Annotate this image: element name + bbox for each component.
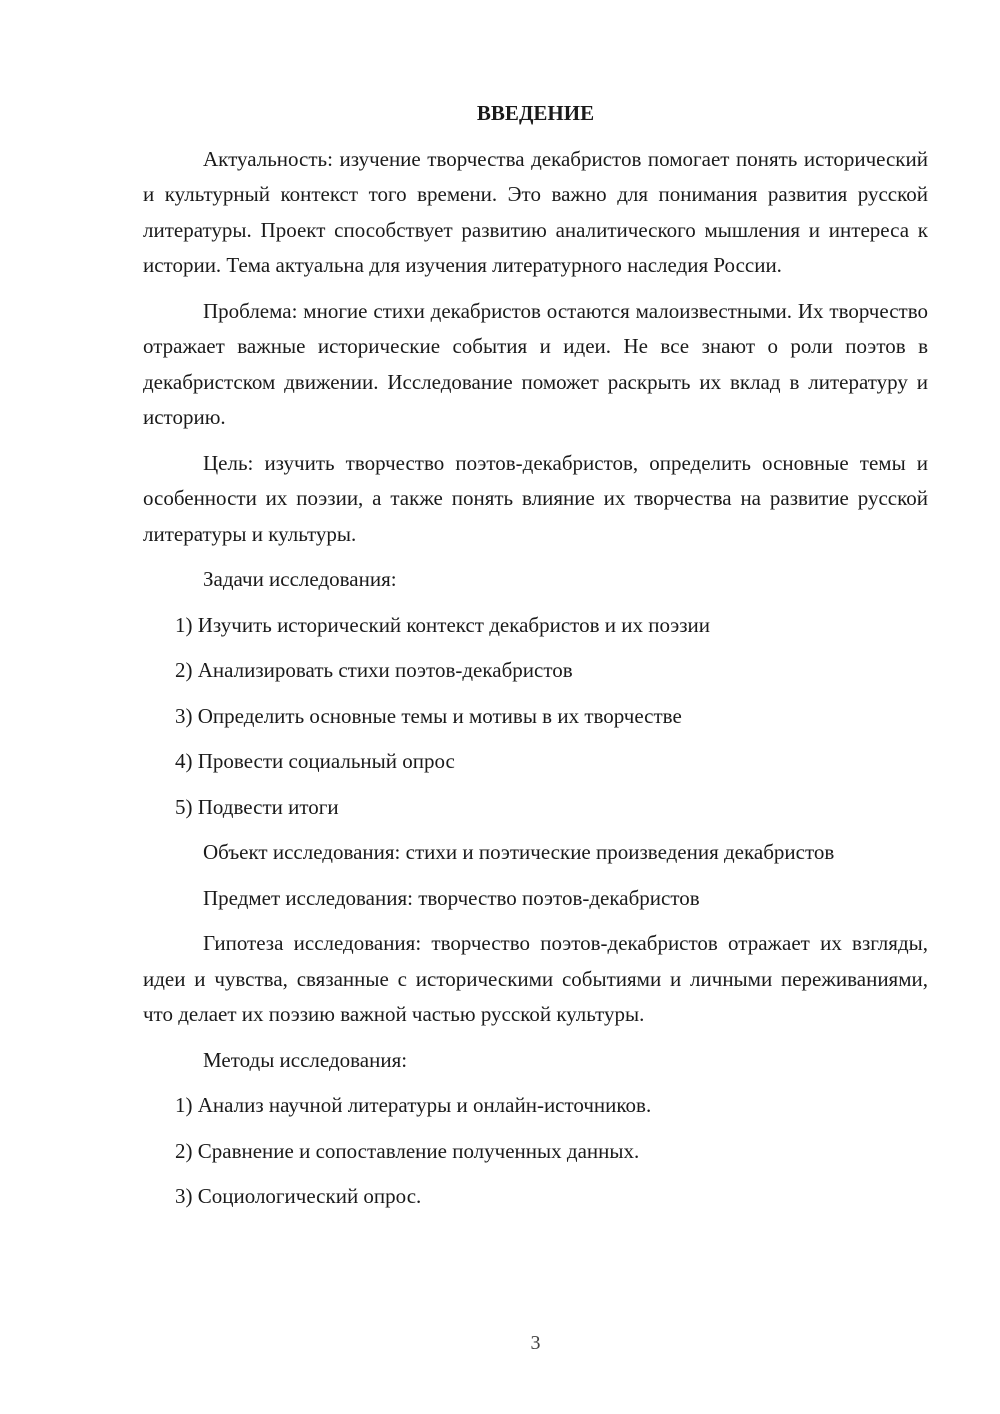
object-paragraph: Объект исследования: стихи и поэтические произведения декабристов <box>203 840 835 864</box>
subject-paragraph: Предмет исследования: творчество поэтов-декабристов <box>203 885 700 910</box>
section-title: ВВЕДЕНИЕ <box>476 101 595 125</box>
methods-list <box>143 1088 928 1215</box>
task-item: 5) Подвести итоги <box>175 794 339 819</box>
methods-heading: Методы исследования: <box>203 1047 408 1072</box>
document-page <box>143 96 928 1225</box>
page-number: 3 <box>530 1332 541 1354</box>
task-item: 2) Анализировать стихи поэтов-декабристов <box>175 658 573 682</box>
method-item: 2) Сравнение и сопоставление полученных данных. <box>175 1138 640 1163</box>
task-item: 3) Определить основные темы и мотивы в их творчестве <box>175 703 682 728</box>
goal-paragraph: Цель: изучить творчество поэтов-декабристов, определить основные темы и особенности их поэзии, а также понять влияние их творчества на развитие русской литературы и культуры. <box>143 450 928 546</box>
method-item: 3) Социологический опрос. <box>175 1184 422 1208</box>
tasks-list <box>143 608 928 826</box>
tasks-heading: Задачи исследования: <box>203 567 397 591</box>
method-item: 1) Анализ научной литературы и онлайн-источников. <box>175 1093 652 1117</box>
hypothesis-paragraph: Гипотеза исследования: творчество поэтов-декабристов отражает их взгляды, идеи и чувства, связанные с историческими событиями и личными переживаниями, что делает их поэзию важной частью русской культуры. <box>143 931 928 1026</box>
relevance-paragraph: Актуальность: изучение творчества декабристов помогает понять исторический и культурный контекст того времени. Это важно для понимания развития русской литературы. Проект способствует развитию аналитического мышления и интереса к истории. Тема актуальна для изучения литературного наследия России. <box>143 146 928 277</box>
task-item: 1) Изучить исторический контекст декабристов и их поэзии <box>175 612 710 637</box>
task-item: 4) Провести социальный опрос <box>175 749 455 773</box>
problem-paragraph: Проблема: многие стихи декабристов остаются малоизвестными. Их творчество отражает важные исторические события и идеи. Не все знают о роли поэтов в декабристском движении. Исследование поможет раскрыть их вклад в литературу и историю. <box>143 298 928 429</box>
